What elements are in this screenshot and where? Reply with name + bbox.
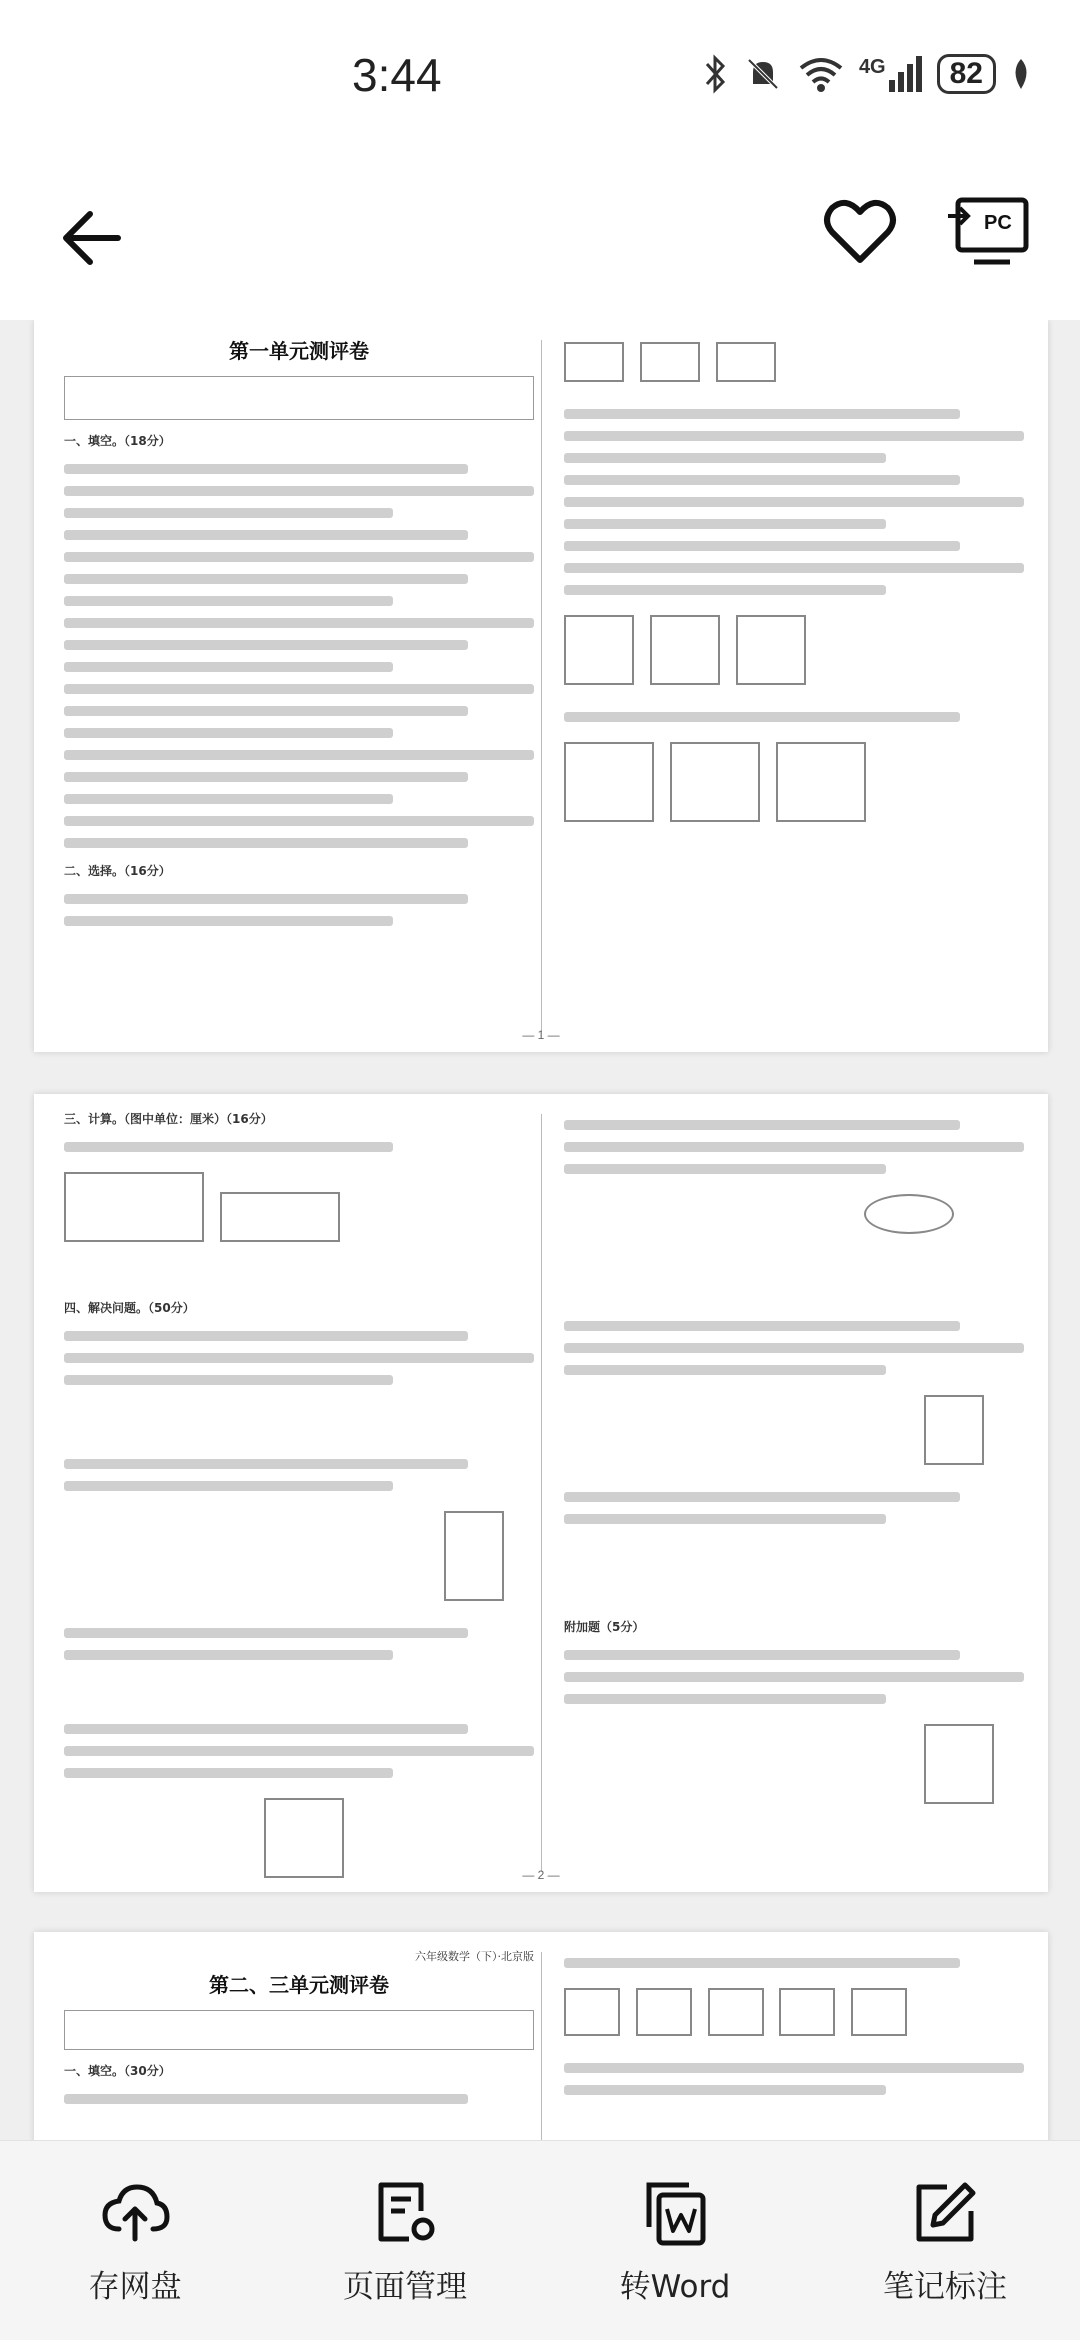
text-line	[564, 519, 886, 529]
text-line	[564, 585, 886, 595]
note-annotate-button[interactable]	[810, 2141, 1080, 2340]
text-line	[64, 662, 393, 672]
figure-image	[851, 1988, 907, 2036]
figure-image	[564, 742, 654, 822]
page-title: 第一单元测评卷	[229, 339, 369, 363]
text-line	[64, 530, 468, 540]
figure-image	[650, 615, 720, 685]
text-line	[564, 2063, 1024, 2073]
text-line	[564, 1672, 1024, 1682]
figure-image	[736, 615, 806, 685]
signal-icon	[889, 56, 923, 92]
cast-to-pc-button[interactable]	[944, 192, 1034, 272]
tool-label: 笔记标注	[883, 2269, 1007, 2305]
spacer	[564, 1249, 1024, 1309]
pen-edit-icon	[909, 2177, 981, 2249]
text-line	[564, 1694, 886, 1704]
pc-label: PC	[984, 212, 1012, 234]
figure-image	[220, 1192, 340, 1242]
text-line	[64, 618, 534, 628]
text-line	[564, 2085, 886, 2095]
spacer	[64, 1257, 534, 1297]
page-number: — 1 —	[522, 1028, 560, 1042]
save-to-cloud-button[interactable]	[0, 2141, 270, 2340]
document-viewer[interactable]	[0, 320, 1080, 2140]
section-heading: 一、填空。（18分）	[64, 434, 171, 448]
text-line	[64, 772, 468, 782]
text-line	[64, 1331, 468, 1341]
figure-image	[924, 1724, 994, 1804]
figure-image	[716, 342, 776, 382]
back-button[interactable]	[56, 198, 136, 278]
figure-image	[924, 1395, 984, 1465]
cloud-upload-icon	[99, 2177, 171, 2249]
text-line	[64, 894, 468, 904]
column-divider	[541, 1952, 542, 2140]
page-left-column	[64, 1946, 534, 2116]
text-line	[64, 684, 534, 694]
text-line	[564, 1164, 886, 1174]
tool-label: 存网盘	[88, 2269, 182, 2305]
heart-icon	[818, 190, 902, 274]
text-line	[64, 1353, 534, 1363]
figure-image	[779, 1988, 835, 2036]
text-line	[64, 1768, 393, 1778]
app-bar	[0, 150, 1080, 320]
text-line	[564, 1650, 960, 1660]
page-settings-icon	[369, 2177, 441, 2249]
bottom-toolbar	[0, 2140, 1080, 2340]
wifi-icon	[797, 54, 845, 94]
text-line	[564, 712, 960, 722]
page-left-column	[64, 1108, 534, 1892]
page-left-column	[64, 334, 534, 938]
document-page	[34, 1094, 1048, 1892]
text-line	[64, 596, 393, 606]
text-line	[564, 541, 960, 551]
text-line	[64, 574, 468, 584]
text-line	[564, 453, 886, 463]
page-header: 六年级数学（下）·北京版	[415, 1950, 534, 1963]
text-line	[64, 838, 468, 848]
text-line	[564, 1343, 1024, 1353]
text-line	[64, 816, 534, 826]
page-right-column	[564, 1946, 1024, 2107]
spacer	[64, 1672, 534, 1712]
text-line	[64, 1650, 393, 1660]
text-line	[564, 1365, 886, 1375]
text-line	[564, 1958, 960, 1968]
page-title: 第二、三单元测评卷	[209, 1973, 389, 1997]
text-line	[64, 508, 393, 518]
text-line	[564, 497, 1024, 507]
page-manage-button[interactable]	[270, 2141, 540, 2340]
figure-image	[640, 342, 700, 382]
text-line	[564, 1120, 960, 1130]
score-table	[64, 2010, 534, 2050]
spacer	[64, 1397, 534, 1447]
text-line	[64, 1724, 468, 1734]
figure-image	[444, 1511, 504, 1601]
bluetooth-icon	[701, 54, 729, 94]
page-number: — 2 —	[522, 1868, 560, 1882]
text-line	[64, 640, 468, 650]
network-signal	[859, 56, 923, 92]
section-heading: 附加题（5分）	[564, 1620, 645, 1634]
text-line	[64, 1628, 468, 1638]
mute-icon	[743, 54, 783, 94]
text-line	[64, 1481, 393, 1491]
column-divider	[541, 340, 542, 1032]
status-bar	[0, 0, 1080, 150]
figure-image	[564, 342, 624, 382]
spacer	[564, 1536, 1024, 1616]
tool-label: 页面管理	[343, 2269, 467, 2305]
text-line	[64, 728, 393, 738]
text-line	[564, 409, 960, 419]
figure-image	[564, 615, 634, 685]
figure-image	[708, 1988, 764, 2036]
network-type: 4G	[858, 56, 886, 78]
section-heading: 三、计算。（图中单位：厘米）（16分）	[64, 1112, 273, 1126]
text-line	[64, 2094, 468, 2104]
document-page	[34, 320, 1048, 1052]
text-line	[64, 750, 534, 760]
text-line	[564, 563, 1024, 573]
favorite-button[interactable]	[818, 190, 902, 274]
text-line	[564, 475, 960, 485]
text-line	[564, 1492, 960, 1502]
leaf-icon	[1010, 57, 1032, 91]
text-line	[564, 1514, 886, 1524]
back-arrow-icon	[56, 198, 136, 278]
column-divider	[541, 1114, 542, 1872]
text-line	[564, 1321, 960, 1331]
tool-label: 转Word	[619, 2269, 731, 2305]
figure-image	[64, 1172, 204, 1242]
score-table	[64, 376, 534, 420]
text-line	[64, 486, 534, 496]
figure-image	[776, 742, 866, 822]
figure-image	[670, 742, 760, 822]
text-line	[564, 1142, 1024, 1152]
text-line	[64, 916, 393, 926]
figure-image	[864, 1194, 954, 1234]
text-line	[564, 431, 1024, 441]
text-line	[64, 706, 468, 716]
page-right-column	[564, 1108, 1024, 1819]
text-line	[64, 794, 393, 804]
text-line	[64, 1746, 534, 1756]
system-icons	[701, 54, 1032, 94]
section-heading: 二、选择。（16分）	[64, 864, 171, 878]
text-line	[64, 1375, 393, 1385]
figure-image	[636, 1988, 692, 2036]
section-heading: 四、解决问题。（50分）	[64, 1301, 195, 1315]
section-heading: 一、填空。（30分）	[64, 2064, 171, 2078]
text-line	[64, 1459, 468, 1469]
text-line	[64, 1142, 393, 1152]
word-convert-icon	[639, 2177, 711, 2249]
text-line	[64, 552, 534, 562]
status-time: 3:44	[352, 49, 442, 101]
figure-image	[564, 1988, 620, 2036]
document-page	[34, 1932, 1048, 2140]
convert-word-button[interactable]	[540, 2141, 810, 2340]
text-line	[64, 464, 468, 474]
page-right-column	[564, 334, 1024, 837]
figure-image	[264, 1798, 344, 1878]
battery-level: 82	[937, 54, 996, 94]
